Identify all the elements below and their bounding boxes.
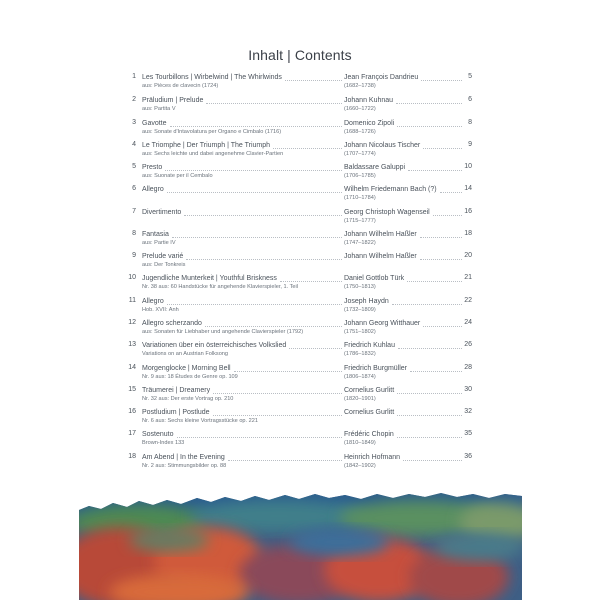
dot-leader <box>170 126 342 127</box>
dot-leader <box>397 415 462 416</box>
dot-leader <box>206 103 342 104</box>
entry-piece <box>142 73 342 91</box>
entry-page-number: 6 <box>468 96 472 103</box>
entry-composer: Joseph Haydn <box>344 298 389 305</box>
entry-page-number: 16 <box>464 208 472 215</box>
entry-subtitle: Brown-Index 133 <box>142 440 185 446</box>
entry-composer-years: (1842–1902) <box>344 463 376 469</box>
dot-leader <box>228 460 342 461</box>
entry-number: 15 <box>128 386 136 393</box>
entry-subtitle: Nr. 32 aus: Der erste Vortrag op. 210 <box>142 396 234 402</box>
entry-composer: Baldassare Galuppi <box>344 164 406 171</box>
entry-composer-block <box>344 208 462 226</box>
entry-composer-block <box>344 96 462 114</box>
entry-number: 3 <box>132 119 136 126</box>
entry-composer-block <box>344 274 462 292</box>
entry-title: Träumerei | Dreamery <box>142 387 211 394</box>
entry-subtitle: aus: Suonate per il Cembalo <box>142 173 213 179</box>
entry-piece <box>142 319 342 337</box>
dot-leader <box>397 437 462 438</box>
entry-composer-years: (1786–1832) <box>344 351 376 357</box>
entry-composer-years: (1710–1784) <box>344 195 376 201</box>
entry-title: Am Abend | In the Evening <box>142 454 225 461</box>
entry-number: 7 <box>132 208 136 215</box>
dot-leader <box>285 80 342 81</box>
entry-composer-block <box>344 297 462 315</box>
entry-composer-years: (1806–1874) <box>344 374 376 380</box>
entry-number: 18 <box>128 453 136 460</box>
entry-number: 9 <box>132 252 136 259</box>
entry-composer: Friedrich Kuhlau <box>344 342 395 349</box>
entry-composer-block <box>344 453 462 471</box>
entry-title: Allegro scherzando <box>142 320 202 327</box>
entry-piece <box>142 341 342 359</box>
dot-leader <box>397 393 462 394</box>
entry-composer-block <box>344 386 462 404</box>
entry-composer-years: (1660–1722) <box>344 106 376 112</box>
entry-composer: Johann Wilhelm Haßler <box>344 253 417 260</box>
entry-page-number: 8 <box>468 119 472 126</box>
entry-title: Sostenuto <box>142 431 174 438</box>
entry-composer-years: (1751–1802) <box>344 329 376 335</box>
entry-composer-years: (1682–1738) <box>344 83 376 89</box>
entry-number: 10 <box>128 274 136 281</box>
dot-leader <box>403 460 462 461</box>
entry-page-number: 36 <box>464 453 472 460</box>
entry-page-number: 9 <box>468 141 472 148</box>
dot-leader <box>396 103 462 104</box>
dot-leader <box>205 326 342 327</box>
entry-title: Präludium | Prelude <box>142 97 204 104</box>
dot-leader <box>423 148 462 149</box>
dot-leader <box>397 126 462 127</box>
entry-composer-block <box>344 341 462 359</box>
entry-number: 17 <box>128 430 136 437</box>
dot-leader <box>423 326 462 327</box>
entry-piece <box>142 141 342 159</box>
entry-subtitle: Hob. XVII: Anh <box>142 307 179 313</box>
entry-composer: Johann Georg Witthauer <box>344 320 421 327</box>
entry-subtitle: aus: Partie IV <box>142 240 176 246</box>
dot-leader <box>167 192 342 193</box>
dot-leader <box>172 237 342 238</box>
entry-composer-years: (1747–1822) <box>344 240 376 246</box>
entry-composer: Cornelius Gurlitt <box>344 409 395 416</box>
dot-leader <box>433 215 462 216</box>
entry-composer: Cornelius Gurlitt <box>344 387 395 394</box>
entry-number: 14 <box>128 364 136 371</box>
entry-title: Les Tourbillons | Wirbelwind | The Whirlwinds <box>142 74 282 81</box>
entry-composer: Friedrich Burgmüller <box>344 365 408 372</box>
entry-subtitle: aus: Sonate d'Intavolatura per Organo e Cimbalo (1716) <box>142 129 282 135</box>
entry-piece <box>142 364 342 382</box>
entry-subtitle: Nr. 2 aus: Stimmungsbilder op. 88 <box>142 463 227 469</box>
entry-composer-years: (1688–1726) <box>344 129 376 135</box>
entry-composer-block <box>344 163 462 181</box>
entry-subtitle: aus: Pièces de clavecin (1724) <box>142 83 219 89</box>
dot-leader <box>213 415 342 416</box>
entry-page-number: 26 <box>464 341 472 348</box>
entry-composer-block <box>344 430 462 448</box>
entry-number: 16 <box>128 408 136 415</box>
entry-page-number: 18 <box>464 230 472 237</box>
entry-composer-block <box>344 185 462 203</box>
entry-page-number: 30 <box>464 386 472 393</box>
dot-leader <box>213 393 342 394</box>
entry-composer-block <box>344 73 462 91</box>
entry-title: Jugendliche Munterkeit | Youthful Briskness <box>142 275 277 282</box>
entry-page-number: 28 <box>464 364 472 371</box>
entry-number: 2 <box>132 96 136 103</box>
entry-page-number: 14 <box>464 185 472 192</box>
entry-title: Postludium | Postlude <box>142 409 210 416</box>
entry-title: Presto <box>142 164 163 171</box>
entry-number: 12 <box>128 319 136 326</box>
entry-composer: Daniel Gottlob Türk <box>344 275 405 282</box>
entry-page-number: 21 <box>464 274 472 281</box>
entry-number: 4 <box>132 141 136 148</box>
entry-number: 1 <box>132 73 136 80</box>
entry-subtitle: aus: Partita V <box>142 106 176 112</box>
entry-number: 6 <box>132 185 136 192</box>
entry-title: Fantasia <box>142 231 169 238</box>
entry-title: Variationen über ein österreichisches Volkslied <box>142 342 287 349</box>
entry-page-number: 5 <box>468 73 472 80</box>
entry-composer-years: (1706–1785) <box>344 173 376 179</box>
dot-leader <box>420 259 462 260</box>
dot-leader <box>398 348 462 349</box>
entry-number: 11 <box>128 297 136 304</box>
dot-leader <box>165 170 342 171</box>
dot-leader <box>408 170 462 171</box>
entry-subtitle: Nr. 9 aus: 18 Études de Genre op. 109 <box>142 374 238 380</box>
entry-title: Gavotte <box>142 120 167 127</box>
entry-title: Morgenglocke | Morning Bell <box>142 365 231 372</box>
entry-composer-years: (1715–1777) <box>344 218 376 224</box>
entry-composer-years: (1810–1849) <box>344 440 376 446</box>
entry-title: Divertimento <box>142 209 182 216</box>
entry-number: 8 <box>132 230 136 237</box>
entry-composer: Johann Nicolaus Tischer <box>344 142 421 149</box>
entry-page-number: 10 <box>464 163 472 170</box>
entry-page-number: 32 <box>464 408 472 415</box>
entry-page-number: 35 <box>464 430 472 437</box>
entry-page-number: 20 <box>464 252 472 259</box>
entry-composer-block <box>344 230 462 248</box>
dot-leader <box>167 304 342 305</box>
entry-subtitle: aus: Sechs leichte und dabei angenehme Clavier-Partien <box>142 151 284 157</box>
entry-title: Prelude varié <box>142 253 184 260</box>
entry-piece <box>142 453 342 471</box>
entry-composer-block <box>344 364 462 382</box>
entry-composer: Georg Christoph Wagenseil <box>344 209 430 216</box>
dot-leader <box>273 148 342 149</box>
entry-page-number: 24 <box>464 319 472 326</box>
dot-leader <box>421 80 462 81</box>
entry-piece <box>142 408 342 426</box>
dot-leader <box>280 281 342 282</box>
dot-leader <box>410 371 462 372</box>
entry-piece <box>142 119 342 137</box>
entry-piece <box>142 163 342 181</box>
entry-piece <box>142 230 342 248</box>
entry-composer: Domenico Zipoli <box>344 120 395 127</box>
entry-piece <box>142 274 342 292</box>
dot-leader <box>407 281 462 282</box>
entry-piece <box>142 96 342 114</box>
dot-leader <box>177 437 342 438</box>
entry-piece <box>142 252 342 270</box>
entry-number: 5 <box>132 163 136 170</box>
dot-leader <box>234 371 342 372</box>
entry-composer-years: (1820–1901) <box>344 396 376 402</box>
page-title: Inhalt | Contents <box>248 47 352 63</box>
entry-number: 13 <box>128 341 136 348</box>
dot-leader <box>440 192 462 193</box>
entry-subtitle: Nr. 6 aus: Sechs kleine Vortragsstücke op. 221 <box>142 418 258 424</box>
entry-composer-block <box>344 119 462 137</box>
entry-piece <box>142 297 342 315</box>
entry-composer: Frédéric Chopin <box>344 431 394 438</box>
dot-leader <box>186 259 342 260</box>
dot-leader <box>392 304 462 305</box>
entry-composer-years: (1707–1774) <box>344 151 376 157</box>
entry-subtitle: Variations on an Austrian Folksong <box>142 351 229 357</box>
entry-subtitle: aus: Der Tonkreis <box>142 262 186 268</box>
entry-page-number: 22 <box>464 297 472 304</box>
entry-subtitle: Nr. 38 aus: 60 Handstücke für angehende Klavierspieler, 1. Teil <box>142 284 298 290</box>
entry-title: Le Triomphe | Der Triumph | The Triumph <box>142 142 271 149</box>
entry-composer: Johann Kuhnau <box>344 97 394 104</box>
watercolor-illustration <box>79 492 522 600</box>
entry-composer-years: (1750–1813) <box>344 284 376 290</box>
dot-leader <box>289 348 342 349</box>
dot-leader <box>184 215 342 216</box>
entry-composer: Johann Wilhelm Haßler <box>344 231 417 238</box>
entry-composer-years: (1732–1809) <box>344 307 376 313</box>
entry-composer-block <box>344 141 462 159</box>
entry-title: Allegro <box>142 186 164 193</box>
entry-title: Allegro <box>142 298 164 305</box>
entry-piece <box>142 430 342 448</box>
entry-piece <box>142 386 342 404</box>
dot-leader <box>420 237 462 238</box>
entry-subtitle: aus: Sonaten für Liebhaber und angehende Clavierspieler (1792) <box>142 329 304 335</box>
entry-composer: Wilhelm Friedemann Bach (?) <box>344 186 437 193</box>
entry-composer-block <box>344 319 462 337</box>
entry-composer: Heinrich Hofmann <box>344 454 401 461</box>
entry-composer: Jean François Dandrieu <box>344 74 419 81</box>
